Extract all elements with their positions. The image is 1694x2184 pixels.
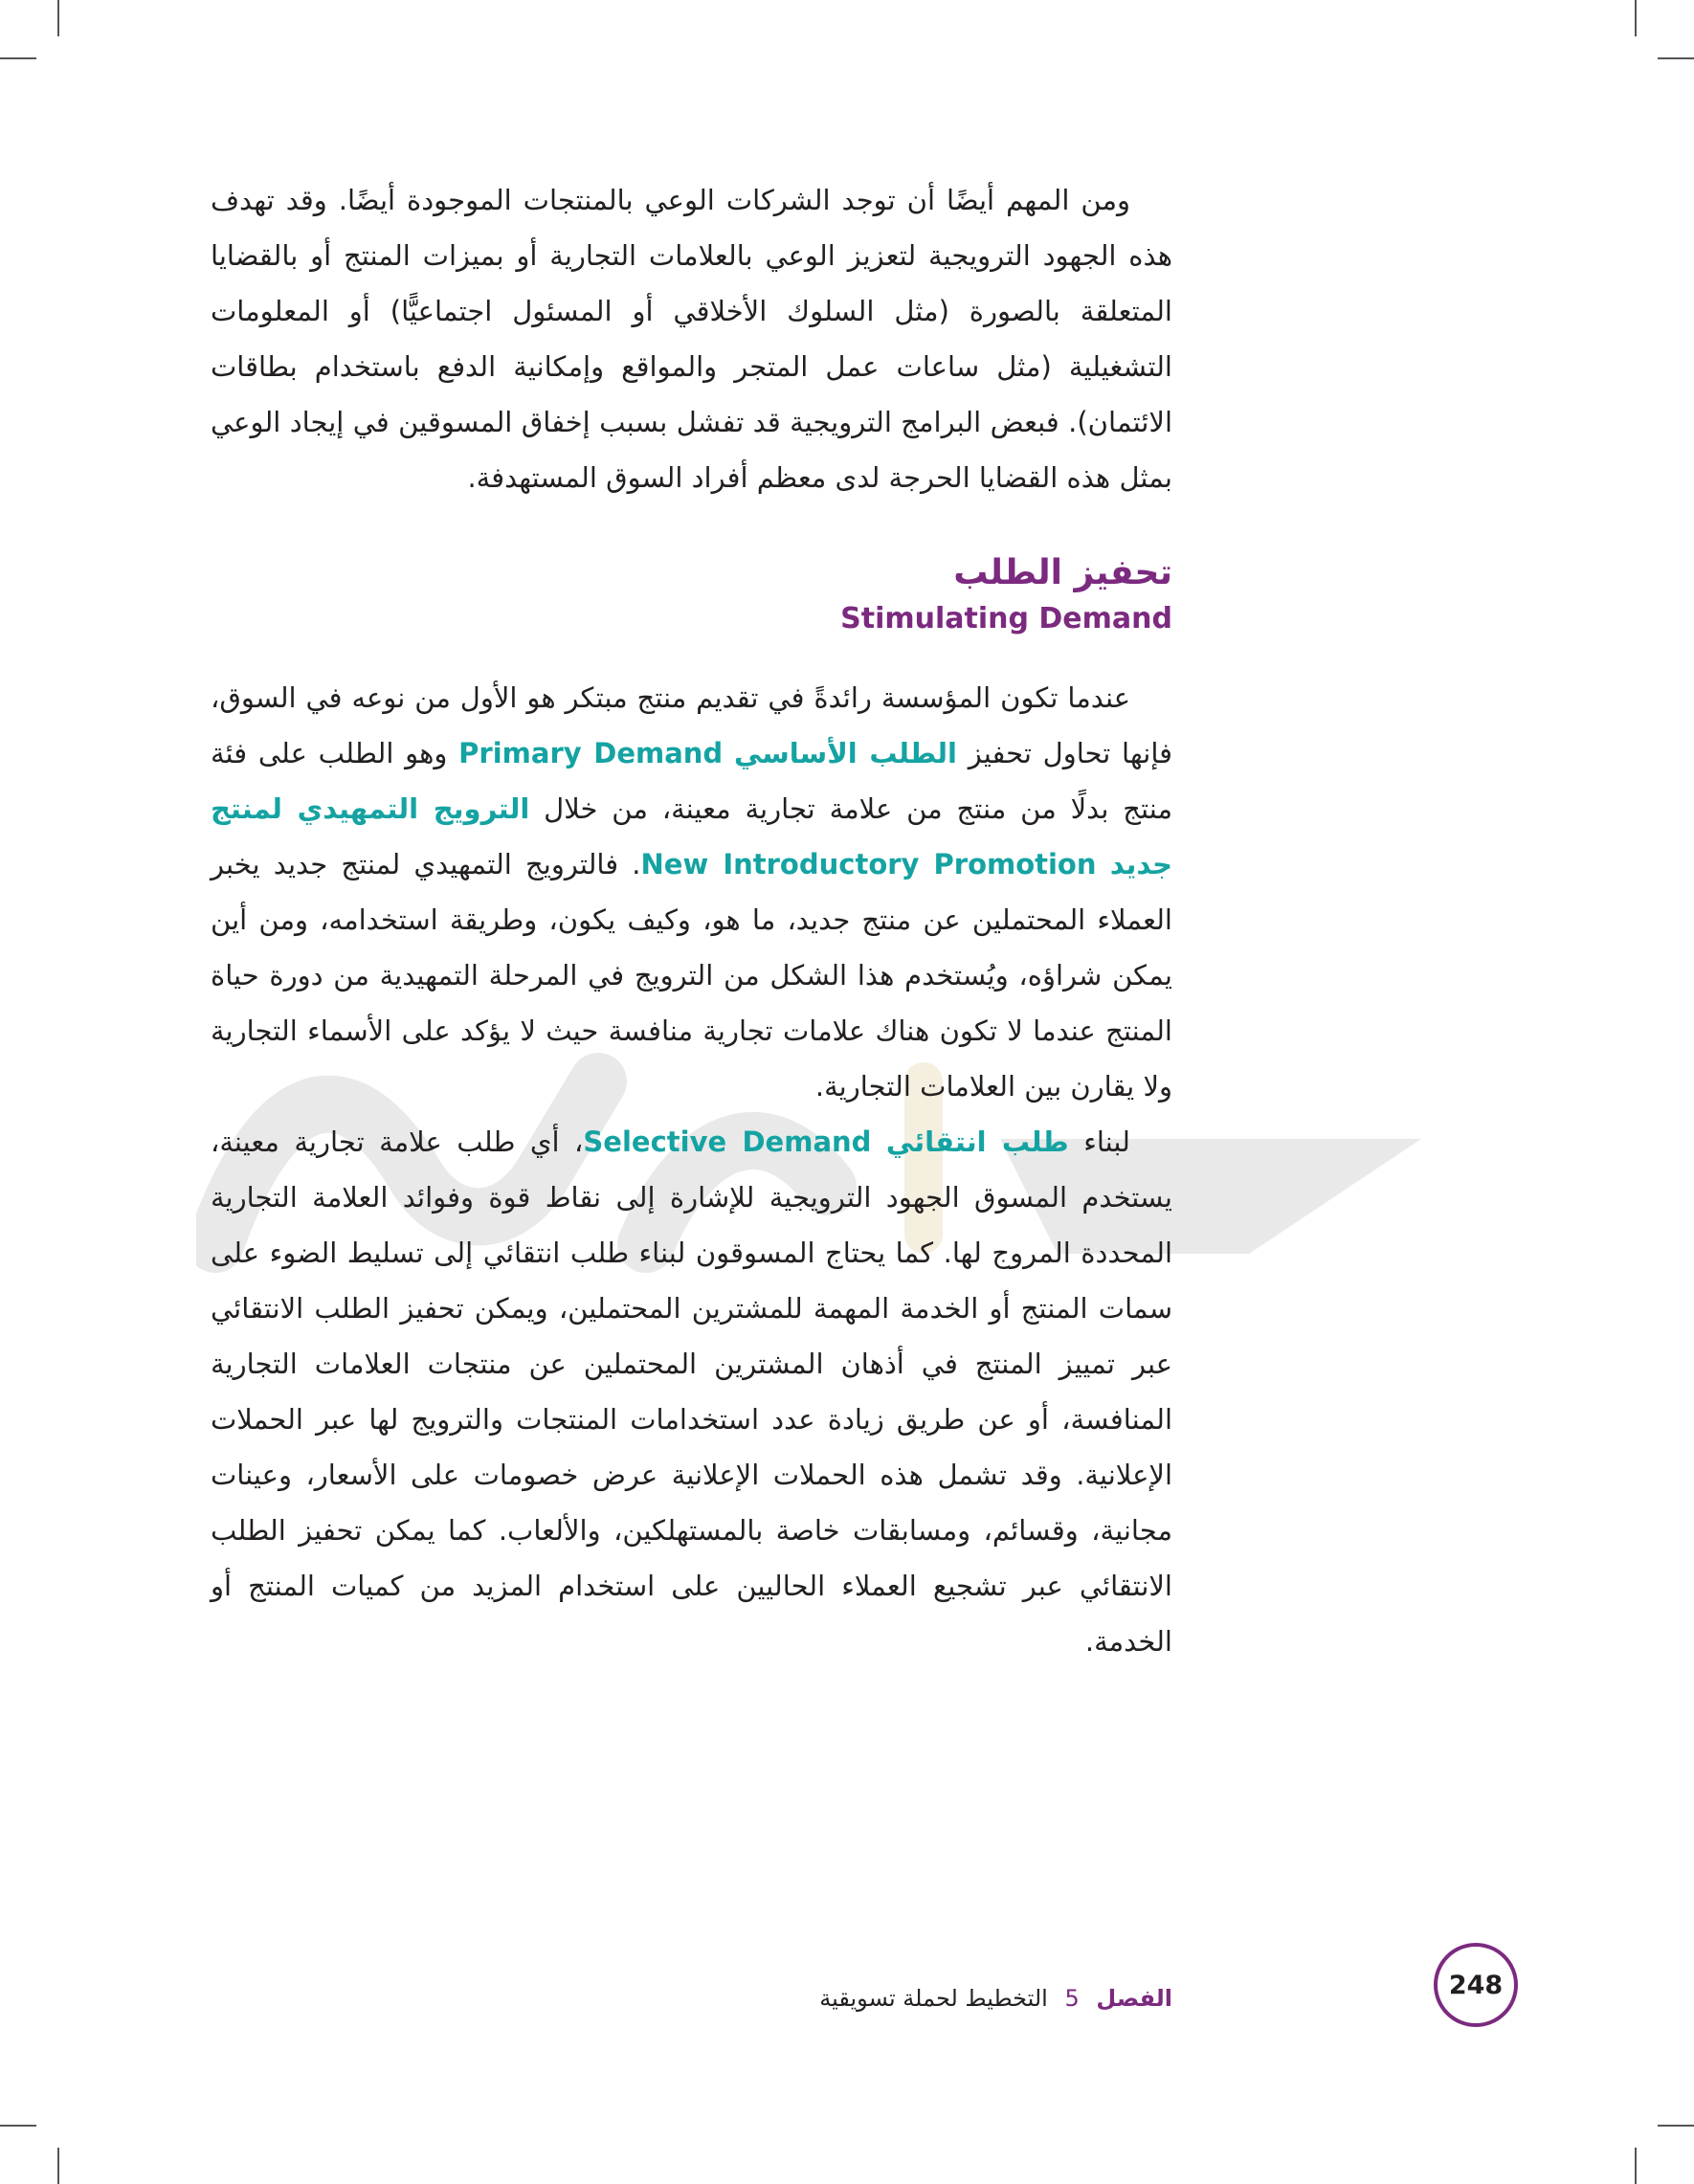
text-run: ، أي طلب علامة تجارية معينة، يستخدم المسوق الجهود الترويجية للإشارة إلى نقاط قوة وفوائد العلامة التجارية المحددة المروج لها. كما يحتاج المسوقون لبناء طلب انتقائي إلى تسليط الضوء على سمات المنتج أو الخدمة المهمة للمشترين المحتملين، ويمكن تحفيز الطلب الانتقائي عبر تمييز المنتج في أذهان المشترين المحتملين عن منتجات العلامات التجارية المنافسة، أو عن طريق زيادة عدد استخدامات المنتجات والترويج لها عبر الحملات الإعلانية. وقد تشمل هذه الحملات الإعلانية عرض خصومات على الأسعار، وعينات مجانية، وقسائم، ومسابقات خاصة بالمستهلكين، والألعاب. كما يمكن تحفيز الطلب الانتقائي عبر تشجيع العملاء الحاليين على استخدام المزيد من كميات المنتج أو الخدمة. xyxy=(211,1125,1172,1658)
keyword-primary-demand-en: Primary Demand xyxy=(458,737,724,769)
crop-mark xyxy=(57,0,59,36)
text-run: وهو الطلب على فئة منتج بدلًا من منتج من علامة تجارية معينة، من خلال xyxy=(211,737,1173,825)
chapter-title: التخطيط لحملة تسويقية xyxy=(819,1985,1048,2012)
page-footer xyxy=(766,1979,1172,2017)
keyword-selective-demand-ar: طلب انتقائي xyxy=(885,1125,1069,1158)
crop-mark xyxy=(1635,0,1637,36)
keyword-introductory-promotion-ar: الترويج التمهيدي لمنتج جديد xyxy=(211,792,1173,880)
crop-mark xyxy=(57,2148,59,2184)
chapter-number: 5 xyxy=(1064,1985,1080,2012)
paragraph-selective-demand xyxy=(211,1114,1172,1669)
page-number-badge xyxy=(1434,1943,1518,2027)
crop-mark xyxy=(1658,57,1694,59)
crop-mark xyxy=(1635,2148,1637,2184)
page-number: 248 xyxy=(1448,1970,1504,2000)
paragraph-awareness: ومن المهم أيضًا أن توجد الشركات الوعي بالمنتجات الموجودة أيضًا. وقد تهدف هذه الجهود الترويجية لتعزيز الوعي بالعلامات التجارية أو بميزات المنتج أو بالقضايا المتعلقة بالصورة (مثل السلوك الأخلاقي أو المسئول اجتماعيًّا) أو المعلومات التشغيلية (مثل ساعات عمل المتجر والمواقع وإمكانية الدفع باستخدام بطاقات الائتمان). فبعض البرامج الترويجية قد تفشل بسبب إخفاق المسوقين في إيجاد الوعي بمثل هذه القضايا الحرجة لدى معظم أفراد السوق المستهدفة. xyxy=(211,184,1172,494)
text-run: . فالترويج التمهيدي لمنتج جديد يخبر العملاء المحتملين عن منتج جديد، ما هو، وكيف يكون، وطريقة استخدامه، ومن أين يمكن شراؤه، ويُستخدم هذا الشكل من الترويج في المرحلة التمهيدية من دورة حياة المنتج عندما لا تكون هناك علامات تجارية منافسة حيث لا يؤكد على الأسماء التجارية ولا يقارن بين العلامات التجارية. xyxy=(211,848,1172,1103)
crop-mark xyxy=(0,57,36,59)
crop-mark xyxy=(0,2125,36,2127)
page-content xyxy=(211,172,1172,1669)
section-heading-english: Stimulating Demand xyxy=(840,602,1172,635)
crop-mark xyxy=(1658,2125,1694,2127)
paragraph-primary-demand xyxy=(211,670,1172,1114)
chapter-label: الفصل xyxy=(1096,1985,1172,2012)
text-run: لبناء xyxy=(1068,1125,1130,1158)
text-run: عندما تكون المؤسسة رائدةً في تقديم منتج مبتكر هو الأول من نوعه في السوق، فإنها تحاول تحفيز xyxy=(211,681,1173,769)
keyword-primary-demand-ar: الطلب الأساسي xyxy=(733,737,957,769)
section-heading-arabic: تحفيز الطلب xyxy=(953,553,1172,592)
keyword-introductory-promotion-en: New Introductory Promotion xyxy=(640,848,1097,880)
keyword-selective-demand-en: Selective Demand xyxy=(583,1125,872,1158)
